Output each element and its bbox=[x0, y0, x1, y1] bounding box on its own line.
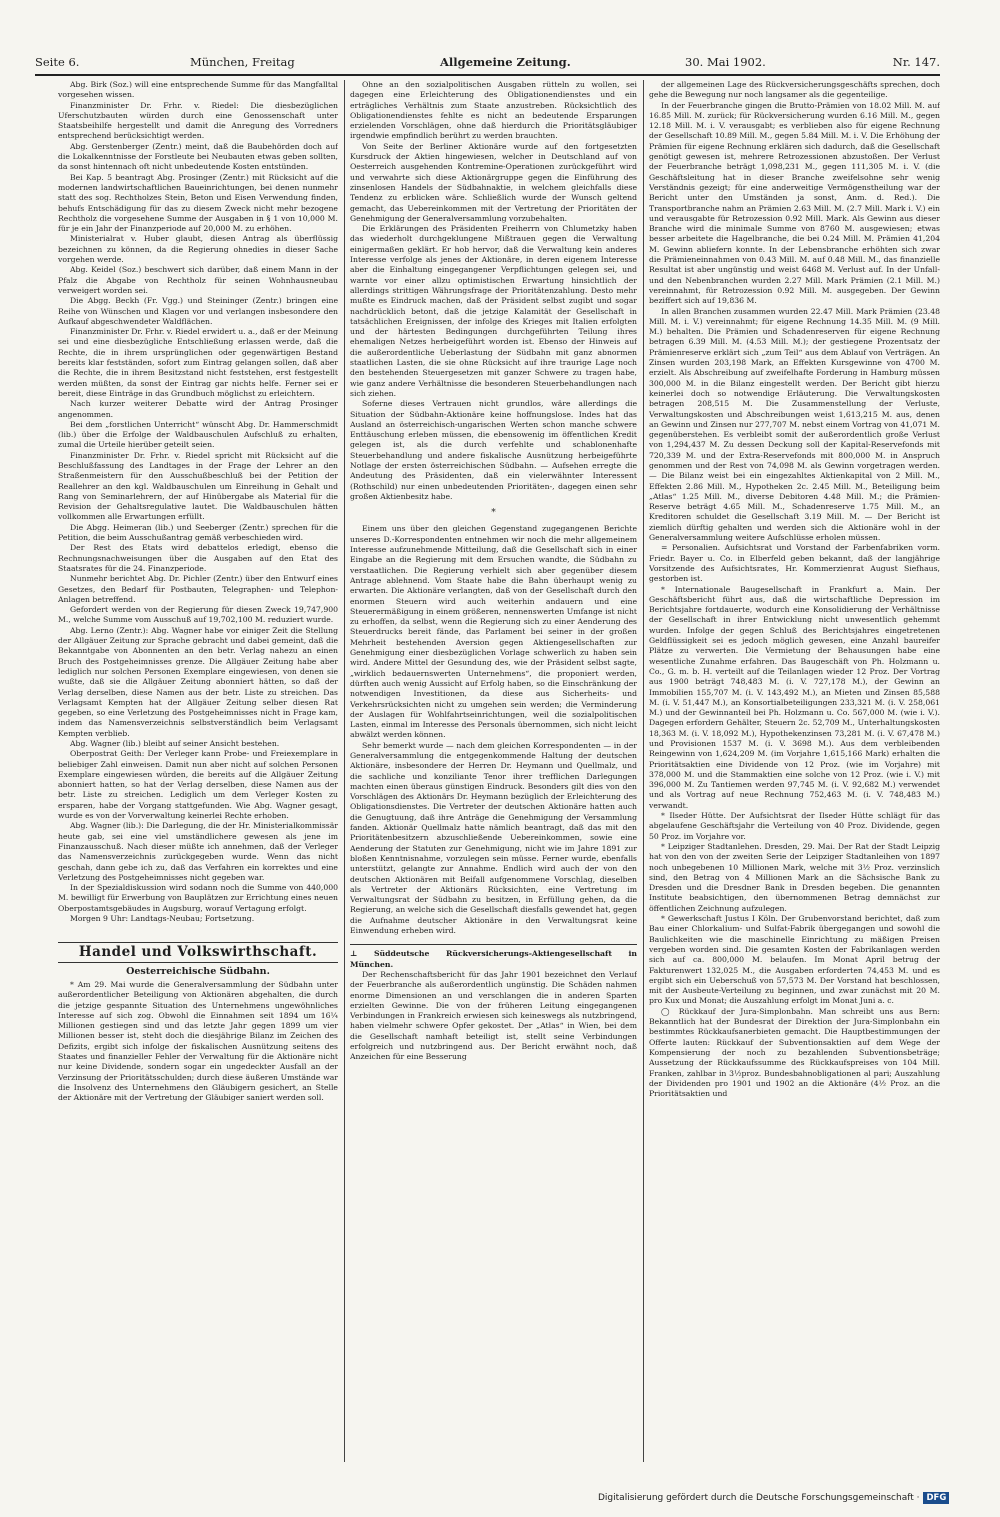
newspaper-title: Allgemeine Zeitung. bbox=[440, 55, 571, 69]
issue-date: 30. Mai 1902. bbox=[685, 55, 766, 69]
paragraph: Der Rechenschaftsbericht für das Jahr 1901 bezeichnet den Verlauf der Feuerbranche als außerordentlich ungünstig. Die Schäden nahmen enorme Dimensionen an und verschlangen die in anderen Sparten erzielten Gewinne. Die von der früheren Leitung eingegangenen Verbindungen in Frankreich erwiesen sich keineswegs als nutzbringend, haben vielmehr schwere Opfer gekostet. Der „Atlas“ in Wien, bei dem die Gesellschaft namhaft beteiligt ist, stellt seine Verbindungen erfolgreich und nutzbringend aus. Der Bericht erwähnt noch, daß Anzeichen für eine Besserung bbox=[350, 969, 637, 1062]
paragraph: Soferne dieses Vertrauen nicht grundlos, wäre allerdings die Situation der Südbahn-Aktionäre keine hoffnungslose. Indes hat das Ausland an österreichisch-ungarischen Werten schon manche schwere Enttäuschung erleben müssen, die ebensowenig im öffentlichen Kredit gelegen ist, als die durch verfehlte und schablonenhafte Steuerbehandlung und andere fiskalische Ausnützung herbeigeführte Notlage der ersten österreichischen Südbahn. — Aufsehen erregte die Andeutung des Präsidenten, daß ein vielerwähnter Interessent (Rothschild) nur einen unbedeutenden Prioritäten-, dagegen einen sehr großen Aktienbesitz habe. bbox=[350, 399, 637, 501]
issue-number: Nr. 147. bbox=[892, 55, 940, 69]
running-header bbox=[35, 52, 940, 76]
article-heading: ⊥ Süddeutsche Rückversicherungs-Aktiengesellschaft in München. bbox=[350, 944, 637, 970]
dfg-logo: DFG bbox=[923, 1492, 949, 1504]
column-1 bbox=[58, 80, 338, 1460]
paragraph: Gefordert werden von der Regierung für diesen Zweck 19,747,900 M., welche Summe vom Ausschuß auf 19,702,100 M. reduziert wurde. bbox=[58, 605, 338, 625]
column-rule-1 bbox=[344, 80, 345, 1462]
paragraph: = Personalien. Aufsichtsrat und Vorstand der Farbenfabriken vorm. Friedr. Bayer u. Co. in Elberfeld geben bekannt, daß der langjährige Vorsitzende des Aufsichtsrates, Hr. Kommerzienrat August Siefhaus, gestorben ist. bbox=[649, 543, 940, 584]
paragraph: Oberpostrat Geith: Der Verleger kann Probe- und Freiexemplare in beliebiger Zahl einweisen. Damit nun aber nicht auf solchen Personen Exemplare eingewiesen würden, die bereits auf die Allgäuer Zeitung abonniert hatten, so hat der Verlag derselben, diese Namen aus der betr. Liste zu streichen. Lediglich um dem Verleger Kosten zu ersparen, habe der Vorgang stattgefunden. Wie Abg. Wagner gesagt, wurde es von der Vorverwaltung keinerlei Rechte erhoben. bbox=[58, 749, 338, 821]
paragraph: Bei dem „forstlichen Unterricht“ wünscht Abg. Dr. Hammerschmidt (lib.) über die Erfolge der Waldbauschulen Aufschluß zu erhalten, zumal die Urteile hierüber geteilt seien. bbox=[58, 419, 338, 450]
paragraph: In der Spezialdiskussion wird sodann noch die Summe von 440,000 M. bewilligt für Erwerbung von Bauplätzen zur Errichtung eines neuen Oberpostamtsgebäudes in Augsburg, worauf Vertagung erfolgt. bbox=[58, 883, 338, 913]
paragraph: Die Abgg. Beckh (Fr. Vgg.) und Steininger (Zentr.) bringen eine Reihe von Wünschen und Klagen vor und verlangen insbesondere den Aufkauf abgeschwendeter Waldflächen. bbox=[58, 296, 338, 326]
page-number: Seite 6. bbox=[35, 55, 80, 69]
paragraph: Finanzminister Dr. Frhr. v. Riedel: Die diesbezüglichen Uferschutzbauten würden durch eine Genossenschaft unter Staatsbeihilfe hergestellt und damit die Anregung des Vorredners entsprechend berücksichtigt werden. bbox=[58, 100, 338, 141]
paragraph: Ministerialrat v. Huber glaubt, diesen Antrag als überflüssig bezeichnen zu können, da die Regierung ohnedies in dieser Sache vorgehen werde. bbox=[58, 234, 338, 265]
column-3 bbox=[649, 80, 940, 1460]
paragraph: Nach kurzer weiterer Debatte wird der Antrag Prosinger angenommen. bbox=[58, 399, 338, 419]
paragraph: * Gewerkschaft Justus I Köln. Der Grubenvorstand berichtet, daß zum Bau einer Chlorkalium- und Sulfat-Fabrik übergegangen und sowohl die Baulichkeiten wie die maschinelle Einrichtung zu mäßigen Preisen vergeben worden sind. Die gesamten Kosten der Fabrikanlagen werden sich auf ca. 800,000 M. belaufen. Im Monat April betrug der Fakturenwert 132,025 M., die Ausgaben erforderten 74,453 M. und es ergibt sich ein Ueberschuß von 57,573 M. Der Vorstand hat beschlossen, mit der Ausbeute-Verteilung zu beginnen, und zwar zunächst mit 20 M. pro Kux und Monat; die Auszahlung erfolgt im Monat Juni a. c. bbox=[649, 914, 940, 1006]
paragraph: * Am 29. Mai wurde die Generalversammlung der Südbahn unter außerordentlicher Beteiligung von Aktionären abgehalten, die durch die jetzige gespannte Situation des Unternehmens ungewöhnliches Interesse auf sich zog. Obwohl die Einnahmen seit 1894 um 16¼ Millionen gestiegen sind und das letzte Jahr gegen 1899 um vier Millionen besser ist, steht doch die diesjährige Bilanz im Zeichen des Defizits, ergibt sich infolge der fiskalischen Ausnützung seitens des Staates und finanzieller Fehler der Verwaltung für die Aktionäre nicht nur keine Dividende, sondern sogar ein ungedeckter Ausfall an der Verzinsung der Prioritätsschulden; durch diese äußeren Umstände war die Insolvenz des Unternehmens den Gläubigern gesichert, an Stelle der Aktionäre mit der Vertretung der Gläubiger saniert werden soll. bbox=[58, 979, 338, 1103]
paragraph: Bei Kap. 5 beantragt Abg. Prosinger (Zentr.) mit Rücksicht auf die modernen landwirtschaftlichen Baueinrichtungen, bei denen nunmehr statt des sog. Rechtholzes Stein, Beton und Eisen Verwendung finden, behufs Entschädigung für das zu diesem Zweck nicht mehr bezogene Rechtholz die vorgesehene Summe der Ausgaben in § 1 von 10,000 M. für je ein Jahr der Finanzperiode auf 20,000 M. zu erhöhen. bbox=[58, 172, 338, 234]
column-rule-2 bbox=[643, 80, 644, 1462]
paragraph: * Ilseder Hütte. Der Aufsichtsrat der Ilseder Hütte schlägt für das abgelaufene Geschäftsjahr die Verteilung von 40 Proz. Dividende, gegen 50 Proz. im Vorjahre vor. bbox=[649, 811, 940, 841]
paragraph: Sehr bemerkt wurde — nach dem gleichen Korrespondenten — in der Generalversammlung die entgegenkommende Haltung der deutschen Aktionäre, insbesondere der Herren Dr. Heymann und Quellmalz, und die sachliche und konziliante Tenor ihrer trefflichen Darlegungen machten einen überaus günstigen Eindruck. Besonders gilt dies von den Vorschlägen des Aktionärs Dr. Heymann bezüglich der Erleichterung des Obligationsdienstes. Die Vertreter der deutschen Aktionäre hatten auch die Genugtuung, daß ihre Anträge die Genehmigung der Versammlung fanden. Aktionär Quellmalz hatte nämlich beantragt, daß das mit den Prioritätenbesitzern abzuschließende Uebereinkommen, sowie eine Aenderung der Statuten zur Genehmigung, nicht wie im Jahre 1891 zur bloßen Kenntnisnahme, vorzulegen sein müsse. Ferner wurde, ebenfalls unterstützt, gelangte zur Annahme. Endlich wird auch der von den deutschen Aktionären mit Beifall aufgenommene Vorschlag, dieselben als Vertreter der Aktionärs Rücksichten, eine Vertretung im Verwaltungsrat der Südbahn zu besitzen, in Erfüllung gehen, da die Regierung, an welche sich die Gesellschaft diesfalls gewendet hat, gegen die Aufnahme deutscher Aktionäre in den Verwaltungsrat keine Einwendung erheben wird. bbox=[350, 740, 637, 936]
paragraph: Der Rest des Etats wird debattelos erledigt, ebenso die Rechnungsnachweisungen über die Ausgaben auf den Etat des Staatsrates für die 24. Finanzperiode. bbox=[58, 543, 338, 573]
article-heading: Oesterreichische Südbahn. bbox=[126, 965, 270, 977]
paragraph: Abg. Wagner (lib.) bleibt auf seiner Ansicht bestehen. bbox=[70, 739, 280, 748]
column-2 bbox=[350, 80, 637, 1460]
paragraph: Abg. Wagner (lib.): Die Darlegung, die der Hr. Ministerialkommissär heute gab, sei eine viel umständlichere gewesen als jene im Finanzausschuß. Nach dieser müßte ich annehmen, daß der Verleger das Namensverzeichnis zurückgegeben wurde. Wenn das nicht geschah, dann gebe ich zu, daß das Verfahren ein korrektes und eine Verletzung des Postgeheimnisses nicht gegeben war. bbox=[58, 821, 338, 882]
paragraph: In der Feuerbranche gingen die Brutto-Prämien von 18.02 Mill. M. auf 16.85 Mill. M. zurück; für Rückversicherung wurden 6.16 Mill. M., gegen 12.18 Mill. M. i. V. verausgabt; es verblieben also für eigene Rechnung der Gesellschaft 10.89 Mill. M., gegen 5.84 Mill. M. i. V. Die Erhöhung der Prämien für eigene Rechnung erklären sich dadurch, daß die Gesellschaft genötigt gewesen ist, mehrere Retrozessionen abzustoßen. Der Verlust der Feuerbranche beträgt 1,098,231 M., gegen 111,305 M. i. V. (die Geschäftsleitung hat in dieser Branche zweifelsohne sehr wenig Verständnis gezeigt; für eine anderweitige Vermögenstheilung war der Bericht unter den Umständen ja sonst, Anm. d. Red.). Die Transportbranche nahm an Prämien 2.63 Mill. M. (2.7 Mill. Mark i. V.) ein und verausgabte für Retrozession 0.92 Mill. Mark. Als Gewinn aus dieser Branche wird die minimale Summe von 8760 M. ausgewiesen; etwas besser arbeitete die Hagelbranche, die bei 0.24 Mill. M. Prämien 41,204 M. Gewinn abliefern konnte. In der Lebensbranche erhöhten sich zwar die Prämieneinnahmen von 0.43 Mill. M. auf 0.48 Mill. M., das finanzielle Resultat ist aber ungünstig und weist 6468 M. Verlust auf. In der Unfall- und den Nebenbranchen wurden 2.27 Mill. Mark Prämien (2.1 Mill. M.) vereinnahmt, für Retrozession 0.92 Mill. M. ausgegeben. Der Gewinn beziffert sich auf 19,836 M. bbox=[649, 100, 940, 306]
paragraph: Einem uns über den gleichen Gegenstand zugegangenen Berichte unseres D.-Korrespondenten entnehmen wir noch die mehr allgemeinem Interesse aufzunehmende Mitteilung, daß die Gesellschaft sich in einer Eingabe an die Regierung mit dem Ersuchen wandte, die Südbahn zu verstaatlichen. Die Regierung verhielt sich aber gegenüber diesem Antrage ablehnend. Vom Staate habe die Bahn überhaupt wenig zu erwarten. Die Aktionäre verlangten, daß von der Gesellschaft durch den enormen Steuern wird auch weiterhin andauern und eine Steuerermäßigung in einem größeren, nennenswerten Umfange ist nicht zu erhoffen, da selbst, wenn die Regierung sich zu einer Aenderung des Steuerdrucks bereit fände, das Parlament bei seiner in der großen Mehrheit bestehenden Aversion gegen Aktiengesellschaften zur Genehmigung einer diesbezüglichen Vorlage schwerlich zu haben sein wird. Andere Mittel der Gesundung des, wie der Präsident selbst sagte, „wirklich bedauernswerten Unternehmens“, die proponiert werden, dürften auch wenig Aussicht auf Erfolg haben, so die Einschränkung der notwendigen Investitionen, da diese aus Sicherheits- und Verkehrsrücksichten nicht zu umgehen sein werden; die Verminderung der Auslagen für Wohlfahrtseinrichtungen, weil die sozialpolitischen Lasten, einmal im Interesse des Personals übernommen, sich nicht leicht abwälzt werden können. bbox=[350, 524, 637, 740]
paragraph: * Internationale Baugesellschaft in Frankfurt a. Main. Der Geschäftsbericht führt aus, daß die wirtschaftliche Depression im Berichtsjahre fortdauerte, wodurch eine Konsolidierung der Verhältnisse der Gesellschaft in ihrer Entwicklung nicht unwesentlich gehemmt wurden. Infolge der gegen Schluß des Berichtsjahres eingetretenen Geldflüssigkeit sei es jedoch möglich gewesen, eine Anzahl baureifer Plätze zu verwerten. Die Vermietung der Behausungen habe eine wesentliche Zunahme erfahren. Das Baugeschäft von Ph. Holzmann u. Co., G. m. b. H. verteilt auf die Teilanlagen wieder 12 Proz. Der Vortrag aus 1900 beträgt 748,483 M. (i. V. 727,178 M.), der Gewinn an Immobilien 155,707 M. (i. V. 143,492 M.), an Mieten und Zinsen 85,588 M. (i. V. 51,447 M.), an Konsortialbeteiligungen 233,321 M. (i. V. 258,061 M.) und der Gewinnanteil bei Ph. Holzmann u. Co. 567,000 M. (wie i. V.). Dagegen erfordern Gehälter, Steuern 2c. 52,709 M., Unterhaltungskosten 18,363 M. (i. V. 18,092 M.), Hypothekenzinsen 73,281 M. (i. V. 67,478 M.) und Provisionen 1537 M. (i. V. 3698 M.). Aus dem verbleibenden Reingewinn von 1,624,209 M. (im Vorjahre 1,615,166 Mark) erhalten die Prioritätsaktien eine Dividende von 12 Proz. (wie im Vorjahre) mit 378,000 M. und die Stammaktien eine solche von 12 Proz. (wie i. V.) mit 396,000 M. Zu Tantiemen werden 97,745 M. (i. V. 92,682 M.) verwendet und als Vortrag auf neue Rechnung 752,463 M. (i. V. 748,483 M.) verwandt. bbox=[649, 584, 940, 810]
paragraph: Die Erklärungen des Präsidenten Freiherrn von Chlumetzky haben das wiederholt durchgeklungene Mißtrauen gegen die Verwaltung einigermaßen geklärt. Er hob hervor, daß die Verwaltung kein anderes Interesse verfolge als jenes der Aktionäre, in deren eigenem Interesse aber die Einhaltung eingegangener Verpflichtungen gelegen sei, und warnte vor einer allzu optimistischen Erwartung hinsichtlich der allerdings strittigen Währungsfrage der Prioritätenzahlung. Desto mehr mußte es Eindruck machen, daß der Präsident selbst zugibt und sogar nachdrücklich betont, daß die jetzige Kalamität der Gesellschaft in tatsächlichen Ereignissen, der infolge des Krieges mit Italien erfolgten und der härtesten Bedingungen durchgeführten Teilung ihres ehemaligen Netzes herbeigeführt worden ist. Ebenso der Hinweis auf die außerordentliche Ueberlastung der Südbahn mit ganz abnormen staatlichen Lasten, die sie ohne Rücksicht auf ihre traurige Lage noch den bestehenden Steuergesetzen mit ganzer Schwere zu tragen habe, wie ganz andere Verhältnisse die besonderen Steuerbehandlungen nach sich ziehen. bbox=[350, 224, 637, 398]
paragraph: Morgen 9 Uhr: Landtags-Neubau; Fortsetzung. bbox=[70, 914, 255, 924]
paragraph: Abg. Keidel (Soz.) beschwert sich darüber, daß einem Mann in der Pfalz die Abgabe von Rechtholz für seinen Wohnhausneubau verweigert worden sei. bbox=[58, 265, 338, 295]
paragraph: der allgemeinen Lage des Rückversicherungsgeschäfts sprechen, doch gehe die Bewegung nur noch langsamer als die gegenteilige. bbox=[649, 80, 940, 100]
paragraph: Finanzminister Dr. Frhr. v. Riedel spricht mit Rücksicht auf die Beschlußfassung des Landtages in der Frage der Lehrer an den Straßenmeistern für den Ausschußbeschluß bei der Petition der Reallehrer an den kgl. Waldbauschulen um Einreihung in Gehalt und Rang von Seminarlehrern, der auf Hinübergabe als Material für die Revision der Gehaltsregulative lautet. Die Waldbauschulen hätten vollkommen alle Erwartungen erfüllt. bbox=[58, 450, 338, 522]
paragraph: Die Abgg. Heimeran (lib.) und Seeberger (Zentr.) sprechen für die Petition, die beim Ausschußantrag gemäß verbeschieden wird. bbox=[58, 522, 338, 543]
city-day: München, Freitag bbox=[190, 55, 295, 69]
paragraph: Nunmehr berichtet Abg. Dr. Pichler (Zentr.) über den Entwurf eines Gesetzes, den Bedarf für Postbauten, Telegraphen- und Telephon-Anlagen betreffend. bbox=[58, 574, 338, 604]
paragraph: In allen Branchen zusammen wurden 22.47 Mill. Mark Prämien (23.48 Mill. M. i. V.) vereinnahmt; für eigene Rechnung 14.35 Mill. M. (9 Mill. M.) behalten. Die Prämien und Schadenreserven für eigene Rechnung betragen 6.39 Mill. M. (4.53 Mill. M.); der gestiegene Prozentsatz der Prämienreserve erklärt sich „zum Teil“ aus dem Ablauf von Verträgen. An Zinsen wurden 203,198 Mark, an Effekten Kursgewinne von 4700 M. erzielt. Als Abschreibung auf zweifelhafte Forderung in Hamburg müssen 300,000 M. in die Bilanz eingestellt werden. Der Bericht gibt hierzu keinerlei doch so notwendige Erläuterung. Die Verwaltungskosten betragen 208,515 M. Die Zusammenstellung der Verluste, Verwaltungskosten und Abschreibungen weist 1,613,215 M. aus, denen an Gewinn und Zinsen nur 277,707 M. nebst einem Vortrag von 41,071 M. gegenüberstehen. Es verbleibt somit der außerordentlich große Verlust von 1,294,437 M. Zu dessen Deckung soll der Kapital-Reservefonds mit 720,339 M. und der Extra-Reservefonds mit 800,000 M. in Anspruch genommen und der Rest von 74,098 M. als Gewinn vorgetragen werden. — Die Bilanz weist bei ein eingezahltes Aktienkapital von 2 Mill. M., Effekten 2.86 Mill. M., Hypotheken 2c. 2.45 Mill. M., Beteiligung beim „Atlas“ 1.25 Mill. M., diverse Debitoren 4.48 Mill. M.; die Prämien-Reserve beträgt 4.65 Mill. M., Schadenreserve 1.75 Mill. M., an Kreditoren schuldet die Gesellschaft 3.19 Mill. M. — Der Bericht ist ziemlich dürftig gehalten und werden sich die Aktionäre wohl in der Generalversammlung weitere Aufschlüsse erholen müssen. bbox=[649, 306, 940, 543]
paragraph: ◯ Rückkauf der Jura-Simplonbahn. Man schreibt uns aus Bern: Bekanntlich hat der Bundesrat der Direktion der Jura-Simplonbahn ein bestimmtes Rückkaufsanerbieten gemacht. Die Hauptbestimmungen der Offerte lauten: Rückkauf der Subventionsaktien auf dem Wege der Kompensierung der noch zu bezahlenden Subventionsbeträge; Aussetzung der Rückkaufssumme des Rückkaufspreises von 104 Mill. Franken, zahlbar in 3½proz. Bundesbahnobligationen al pari; Auszahlung der Dividenden pro 1901 und 1902 an die Aktionäre (4½ Proz. an die Prioritätsaktien und bbox=[649, 1006, 940, 1099]
paragraph: Abg. Lerno (Zentr.): Abg. Wagner habe vor einiger Zeit die Stellung der Allgäuer Zeitung zur Sprache gebracht und dabei gemeint, daß die Bekanntgabe von Abonnenten an den betr. Verlag nahezu an einen Bruch des Postgeheimnisses grenze. Die Allgäuer Zeitung habe aber lediglich nur solchen Personen Exemplare eingewiesen, von denen sie wußte, daß sie die Allgäuer Zeitung abonniert hätten, so daß der Verlag derselben, diese Namen aus der betr. Liste zu streichen. Das Verlagsamt Kempten hat der Allgäuer Zeitung selber diesen Rat gegeben, so eine Verletzung des Postgeheimnisses nicht in Frage kam, indem das Namensverzeichnis selbstverständlich beim Verlagsamt Kempten verblieb. bbox=[58, 625, 338, 738]
paragraph: Finanzminister Dr. Frhr. v. Riedel erwidert u. a., daß er der Meinung sei und eine diesbezügliche Entschließung erlassen werde, daß die Rechte, die in ihrem ursprünglichen oder gegenwärtigen Bestand bereits klar festständen, sofort zum Eintrag gelangen sollen, daß aber die Rechte, die in ihrem Besitzstand nicht feststehen, erst festgestellt werden müßten, da sonst der Eintrag gar nichts helfe. Ferner sei er bereit, diese Einträge in das Grundbuch möglichst zu erleichtern. bbox=[58, 327, 338, 398]
paragraph: Abg. Gerstenberger (Zentr.) meint, daß die Baubehörden doch auf die Lokalkenntnisse der Forstleute bei Neubauten etwas geben sollten, da sonst hintennach oft nicht unbedeutende Kosten entstünden. bbox=[58, 141, 338, 172]
paragraph: Abg. Birk (Soz.) will eine entsprechende Summe für das Mangfalltal vorgesehen wissen. bbox=[58, 80, 338, 100]
paragraph: Von Seite der Berliner Aktionäre wurde auf den fortgesetzten Kursdruck der Aktien hingewiesen, welcher in Deutschland auf von Oesterreich ausgehenden Kontremine-Operationen zurückgeführt wird und verwahrte sich diese Aktionärgruppe gegen die Einführung des zinsenlosen Handels der Südbahnaktie, in welchem gleichfalls diese Tendenz zu erblicken wäre. Schließlich wurde der Wunsch geltend gemacht, das Uebereinkommen mit der Vertretung der Prioritäten der Genehmigung der Generalversammlung vorzubehalten. bbox=[350, 141, 637, 223]
digitization-credit bbox=[598, 1489, 993, 1507]
paragraph: Ohne an den sozialpolitischen Ausgaben rütteln zu wollen, sei dagegen eine Erleichterung des Obligationendienstes und ein erträgliches Verhältnis zum Staate anzustreben. Rücksichtlich des Obligationendienstes fehlte es nicht an bedeutende Ersparungen erzielenden Vorschlägen, ohne daß hierdurch die Prioritätsgläubiger irgendwie empfindlich berührt zu werden brauchten. bbox=[350, 80, 637, 141]
paragraph: * Leipziger Stadtanlehen. Dresden, 29. Mai. Der Rat der Stadt Leipzig hat von den von der zweiten Serie der Leipziger Stadtanleihen von 1897 noch unbegebenen 10 Millionen Mark, welche mit 3½ Proz. verzinslich sind, den Betrag von 4 Millionen Mark an die Sächsische Bank zu Dresden und die Dresdner Bank in Dresden begeben. Die genannten Institute beabsichtigen, den übernommenen Betrag demnächst zur öffentlichen Zeichnung aufzulegen. bbox=[649, 841, 940, 913]
section-heading: Handel und Volkswirthschaft. bbox=[58, 942, 338, 962]
separator-mark: * bbox=[491, 508, 496, 519]
credit-text: Digitalisierung gefördert durch die Deutsche Forschungsgemeinschaft · bbox=[598, 1493, 920, 1503]
